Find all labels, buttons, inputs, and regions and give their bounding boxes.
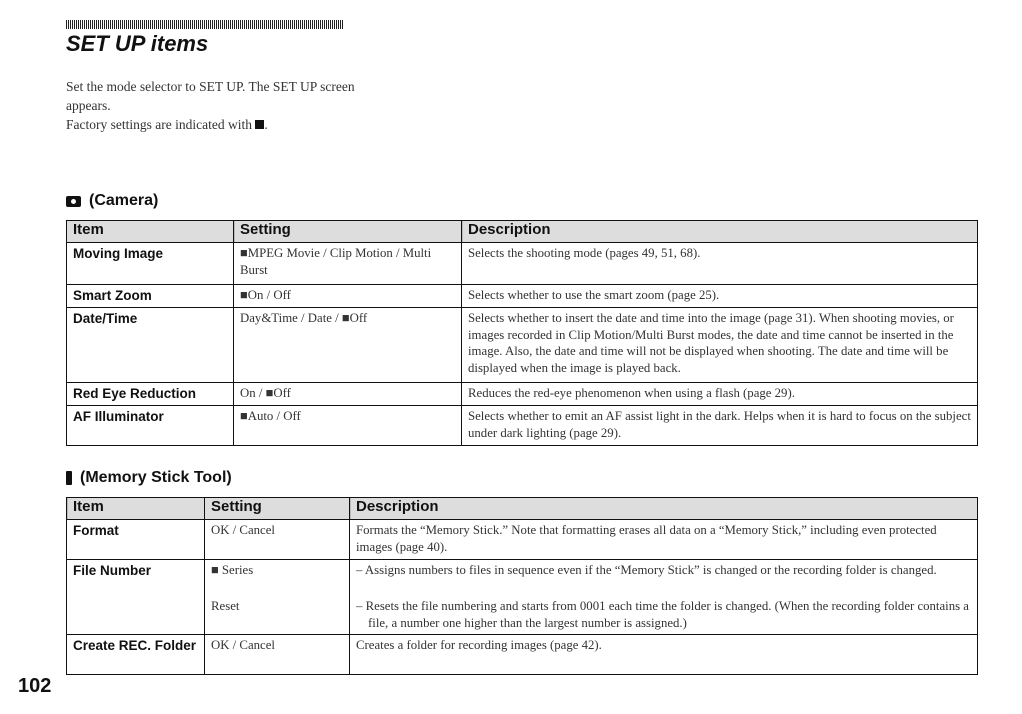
header-item: Item [67, 498, 205, 520]
header-setting: Setting [234, 221, 462, 243]
table-row [67, 383, 978, 406]
memory-stick-icon [66, 471, 72, 485]
row-description: Formats the “Memory Stick.” Note that formatting erases all data on a “Memory Stick,” including even protected images (page 40). [350, 520, 978, 560]
page-title: SET UP items [66, 31, 209, 56]
row-setting: On / ■Off [234, 383, 462, 406]
table-row [67, 308, 978, 383]
row-item: Moving Image [67, 243, 234, 285]
setting-option-series: ■ Series [211, 563, 254, 577]
header-item: Item [67, 221, 234, 243]
row-description: Selects whether to use the smart zoom (page 25). [462, 285, 978, 308]
intro-line-2: Factory settings are indicated with . [66, 117, 268, 132]
table-row [67, 243, 978, 285]
description-series: – Assigns numbers to files in sequence even if the “Memory Stick” is changed or the recording folder is changed. [356, 563, 937, 577]
camera-section-title: (Camera) [66, 192, 158, 210]
memory-section-title: (Memory Stick Tool) [66, 469, 232, 487]
setting-option-reset: Reset [211, 599, 240, 613]
table-header-row [67, 498, 978, 520]
row-setting: ■On / Off [234, 285, 462, 308]
table-row [67, 406, 978, 446]
header-description: Description [462, 221, 978, 243]
row-item: File Number [67, 560, 205, 635]
row-description [350, 560, 978, 635]
row-item: Red Eye Reduction [67, 383, 234, 406]
intro-line-1: Set the mode selector to SET UP. The SET UP screen appears. [66, 79, 355, 113]
table-row [67, 635, 978, 675]
row-item: Date/Time [67, 308, 234, 383]
intro-text [66, 77, 366, 134]
row-setting: OK / Cancel [205, 635, 350, 675]
row-description: Selects the shooting mode (pages 49, 51, 68). [462, 243, 978, 285]
camera-icon [66, 196, 81, 207]
row-item: Create REC. Folder [67, 635, 205, 675]
row-setting: ■Auto / Off [234, 406, 462, 446]
row-setting: Day&Time / Date / ■Off [234, 308, 462, 383]
row-setting [205, 560, 350, 635]
row-description: Reduces the red-eye phenomenon when using a flash (page 29). [462, 383, 978, 406]
table-row [67, 520, 978, 560]
header-setting: Setting [205, 498, 350, 520]
row-item: Smart Zoom [67, 285, 234, 308]
table-header-row [67, 221, 978, 243]
title-decoration-bar [66, 20, 343, 29]
default-marker-icon [255, 120, 264, 129]
row-setting: OK / Cancel [205, 520, 350, 560]
row-description: Selects whether to emit an AF assist light in the dark. Helps when it is hard to focus on the subject under dark lighting (page 29). [462, 406, 978, 446]
camera-settings-table [66, 220, 978, 446]
page-number: 102 [18, 675, 52, 697]
row-item: Format [67, 520, 205, 560]
table-row [67, 560, 978, 635]
table-row [67, 285, 978, 308]
header-description: Description [350, 498, 978, 520]
row-setting: ■MPEG Movie / Clip Motion / Multi Burst [234, 243, 462, 285]
description-reset: – Resets the file numbering and starts from 0001 each time the folder is changed. (When the recording folder contains a file, a number one higher than the largest number is assigned.) [356, 599, 969, 630]
memory-stick-tool-table [66, 497, 978, 675]
row-description: Creates a folder for recording images (page 42). [350, 635, 978, 675]
row-item: AF Illuminator [67, 406, 234, 446]
row-description: Selects whether to insert the date and time into the image (page 31). When shooting movies, or images recorded in Clip Motion/Multi Burst modes, the date and time cannot be inserted in the image. Also, the date and time will not be displayed when shooting. The date and time will be displayed when the image is played back. [462, 308, 978, 383]
